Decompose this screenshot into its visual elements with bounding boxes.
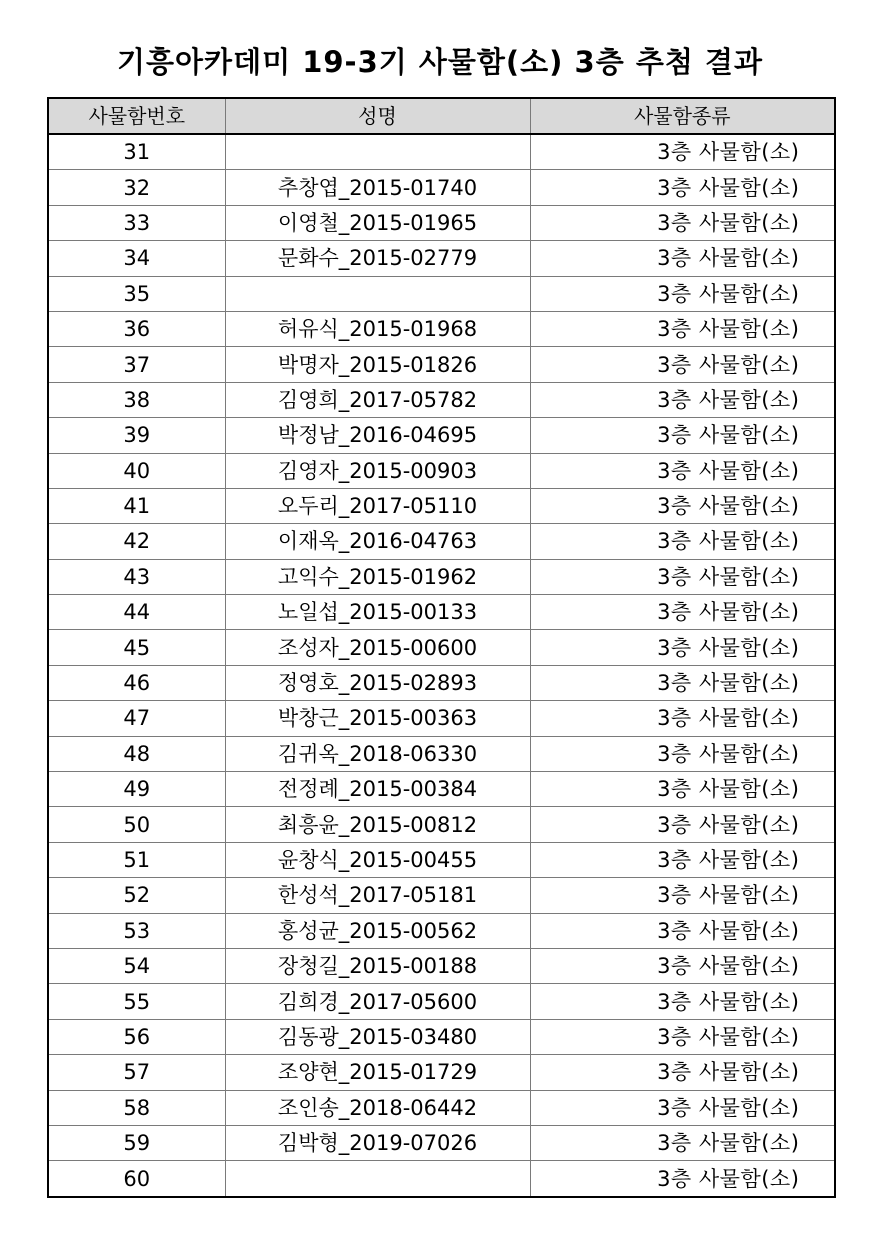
locker-type-label: 3층 사물함(소) [657, 706, 800, 731]
document-title: 기흥아카데미 19-3기 사물함(소) 3층 추첨 결과 [117, 45, 763, 79]
table-row [48, 1161, 835, 1197]
assignee-name-cell: 김영자_2015-00903 [225, 453, 530, 488]
locker-number-cell: 57 [48, 1055, 225, 1090]
assignee-name-cell: 김영희_2017-05782 [225, 382, 530, 417]
locker-type-label: 3층 사물함(소) [657, 1024, 800, 1049]
locker-number-cell: 49 [48, 772, 225, 807]
locker-type-cell [530, 382, 835, 417]
locker-type-cell [530, 1090, 835, 1125]
locker-type-label: 3층 사물함(소) [657, 918, 800, 943]
locker-type-cell [530, 241, 835, 276]
locker-type-cell [530, 772, 835, 807]
locker-type-cell [530, 878, 835, 913]
locker-type-cell [530, 595, 835, 630]
locker-type-label: 3층 사물함(소) [657, 989, 800, 1014]
table-row [48, 418, 835, 453]
locker-number-cell: 33 [48, 205, 225, 240]
assignee-name-cell: 박명자_2015-01826 [225, 347, 530, 382]
locker-number-cell: 47 [48, 701, 225, 736]
table-row [48, 488, 835, 523]
locker-type-cell [530, 205, 835, 240]
assignee-name-cell: 한성석_2017-05181 [225, 878, 530, 913]
locker-type-label: 3층 사물함(소) [657, 954, 800, 979]
table-body [48, 134, 835, 1197]
locker-assignment-table [47, 97, 836, 1198]
locker-type-cell [530, 984, 835, 1019]
locker-type-label: 3층 사물함(소) [657, 1131, 800, 1156]
assignee-name-cell: 노일섭_2015-00133 [225, 595, 530, 630]
assignee-name-cell [225, 276, 530, 311]
locker-type-cell [530, 453, 835, 488]
locker-type-label: 3층 사물함(소) [657, 529, 800, 554]
locker-number-cell: 48 [48, 736, 225, 771]
table-row [48, 453, 835, 488]
table-row [48, 665, 835, 700]
locker-number-cell: 37 [48, 347, 225, 382]
locker-number-cell: 41 [48, 488, 225, 523]
locker-number-cell: 38 [48, 382, 225, 417]
locker-type-cell [530, 842, 835, 877]
header-locker-number: 사물함번호 [48, 98, 225, 134]
assignee-name-cell [225, 1161, 530, 1197]
locker-number-cell: 51 [48, 842, 225, 877]
locker-type-label: 3층 사물함(소) [657, 140, 800, 165]
locker-number-cell: 58 [48, 1090, 225, 1125]
locker-number-cell: 34 [48, 241, 225, 276]
assignee-name-cell: 조양현_2015-01729 [225, 1055, 530, 1090]
locker-type-cell [530, 807, 835, 842]
locker-type-label: 3층 사물함(소) [657, 352, 800, 377]
assignee-name-cell: 전정례_2015-00384 [225, 772, 530, 807]
locker-type-cell [530, 630, 835, 665]
table-row [48, 772, 835, 807]
assignee-name-cell: 문화수_2015-02779 [225, 241, 530, 276]
locker-type-cell [530, 701, 835, 736]
locker-number-cell: 45 [48, 630, 225, 665]
locker-type-cell [530, 665, 835, 700]
table-row [48, 241, 835, 276]
locker-type-label: 3층 사물함(소) [657, 1095, 800, 1120]
assignee-name-cell: 최흥윤_2015-00812 [225, 807, 530, 842]
assignee-name-cell: 홍성균_2015-00562 [225, 913, 530, 948]
locker-type-label: 3층 사물함(소) [657, 777, 800, 802]
locker-number-cell: 44 [48, 595, 225, 630]
table-header-row [48, 98, 835, 134]
locker-type-cell [530, 1019, 835, 1054]
table-row [48, 382, 835, 417]
assignee-name-cell: 고익수_2015-01962 [225, 559, 530, 594]
locker-number-cell: 42 [48, 524, 225, 559]
table-row [48, 948, 835, 983]
locker-type-cell [530, 418, 835, 453]
table-row [48, 630, 835, 665]
assignee-name-cell: 김희경_2017-05600 [225, 984, 530, 1019]
locker-type-cell [530, 524, 835, 559]
table-row [48, 1090, 835, 1125]
table-row [48, 1125, 835, 1160]
locker-type-cell [530, 170, 835, 205]
table-row [48, 595, 835, 630]
locker-number-cell: 53 [48, 913, 225, 948]
table-row [48, 842, 835, 877]
locker-number-cell: 43 [48, 559, 225, 594]
locker-number-cell: 39 [48, 418, 225, 453]
assignee-name-cell: 조인송_2018-06442 [225, 1090, 530, 1125]
table-row [48, 311, 835, 346]
table-row [48, 878, 835, 913]
table-row [48, 205, 835, 240]
locker-number-cell: 31 [48, 134, 225, 170]
assignee-name-cell: 추창엽_2015-01740 [225, 170, 530, 205]
assignee-name-cell: 윤창식_2015-00455 [225, 842, 530, 877]
locker-type-cell [530, 276, 835, 311]
locker-number-cell: 54 [48, 948, 225, 983]
locker-type-cell [530, 559, 835, 594]
table-row [48, 984, 835, 1019]
locker-type-label: 3층 사물함(소) [657, 883, 800, 908]
assignee-name-cell: 장청길_2015-00188 [225, 948, 530, 983]
locker-type-label: 3층 사물함(소) [657, 1166, 800, 1191]
locker-number-cell: 50 [48, 807, 225, 842]
table-row [48, 524, 835, 559]
locker-number-cell: 35 [48, 276, 225, 311]
locker-type-cell [530, 1055, 835, 1090]
locker-type-label: 3층 사물함(소) [657, 281, 800, 306]
table-row [48, 1055, 835, 1090]
locker-type-label: 3층 사물함(소) [657, 848, 800, 872]
assignee-name-cell: 김동광_2015-03480 [225, 1019, 530, 1054]
locker-type-label: 3층 사물함(소) [657, 423, 800, 448]
table-row [48, 913, 835, 948]
locker-number-cell: 59 [48, 1125, 225, 1160]
locker-type-cell [530, 1125, 835, 1160]
header-name: 성명 [225, 98, 530, 134]
locker-number-cell: 56 [48, 1019, 225, 1054]
locker-type-label: 3층 사물함(소) [657, 246, 800, 271]
locker-number-cell: 55 [48, 984, 225, 1019]
locker-type-label: 3층 사물함(소) [657, 635, 800, 660]
assignee-name-cell: 김귀옥_2018-06330 [225, 736, 530, 771]
locker-type-label: 3층 사물함(소) [657, 600, 800, 625]
locker-number-cell: 32 [48, 170, 225, 205]
locker-type-cell [530, 1161, 835, 1197]
locker-number-cell: 46 [48, 665, 225, 700]
assignee-name-cell: 조성자_2015-00600 [225, 630, 530, 665]
locker-type-label: 3층 사물함(소) [657, 671, 800, 696]
table-row [48, 559, 835, 594]
locker-type-label: 3층 사물함(소) [657, 317, 800, 342]
table-row [48, 134, 835, 170]
table-row [48, 1019, 835, 1054]
locker-number-cell: 52 [48, 878, 225, 913]
locker-type-cell [530, 913, 835, 948]
locker-type-cell [530, 134, 835, 170]
locker-type-label: 3층 사물함(소) [657, 564, 800, 589]
header-locker-type: 사물함종류 [530, 98, 835, 134]
locker-type-label: 3층 사물함(소) [657, 387, 800, 412]
assignee-name-cell: 정영호_2015-02893 [225, 665, 530, 700]
locker-type-label: 3층 사물함(소) [657, 458, 800, 483]
locker-number-cell: 36 [48, 311, 225, 346]
locker-number-cell: 60 [48, 1161, 225, 1197]
locker-type-cell [530, 736, 835, 771]
assignee-name-cell: 허유식_2015-01968 [225, 311, 530, 346]
table-row [48, 701, 835, 736]
locker-type-label: 3층 사물함(소) [657, 175, 800, 200]
locker-type-label: 3층 사물함(소) [657, 812, 800, 837]
locker-type-cell [530, 311, 835, 346]
table-row [48, 347, 835, 382]
locker-type-cell [530, 948, 835, 983]
locker-type-cell [530, 347, 835, 382]
assignee-name-cell: 박창근_2015-00363 [225, 701, 530, 736]
table-row [48, 276, 835, 311]
locker-type-label: 3층 사물함(소) [657, 494, 800, 519]
locker-type-cell [530, 488, 835, 523]
assignee-name-cell: 김박형_2019-07026 [225, 1125, 530, 1160]
locker-type-label: 3층 사물함(소) [657, 1060, 800, 1085]
locker-type-label: 3층 사물함(소) [657, 741, 800, 766]
assignee-name-cell: 박정남_2016-04695 [225, 418, 530, 453]
assignee-name-cell [225, 134, 530, 170]
assignee-name-cell: 오두리_2017-05110 [225, 488, 530, 523]
table-row [48, 807, 835, 842]
assignee-name-cell: 이영철_2015-01965 [225, 205, 530, 240]
table-row [48, 736, 835, 771]
locker-type-label: 3층 사물함(소) [657, 210, 800, 235]
assignee-name-cell: 이재옥_2016-04763 [225, 524, 530, 559]
table-row [48, 170, 835, 205]
locker-number-cell: 40 [48, 453, 225, 488]
